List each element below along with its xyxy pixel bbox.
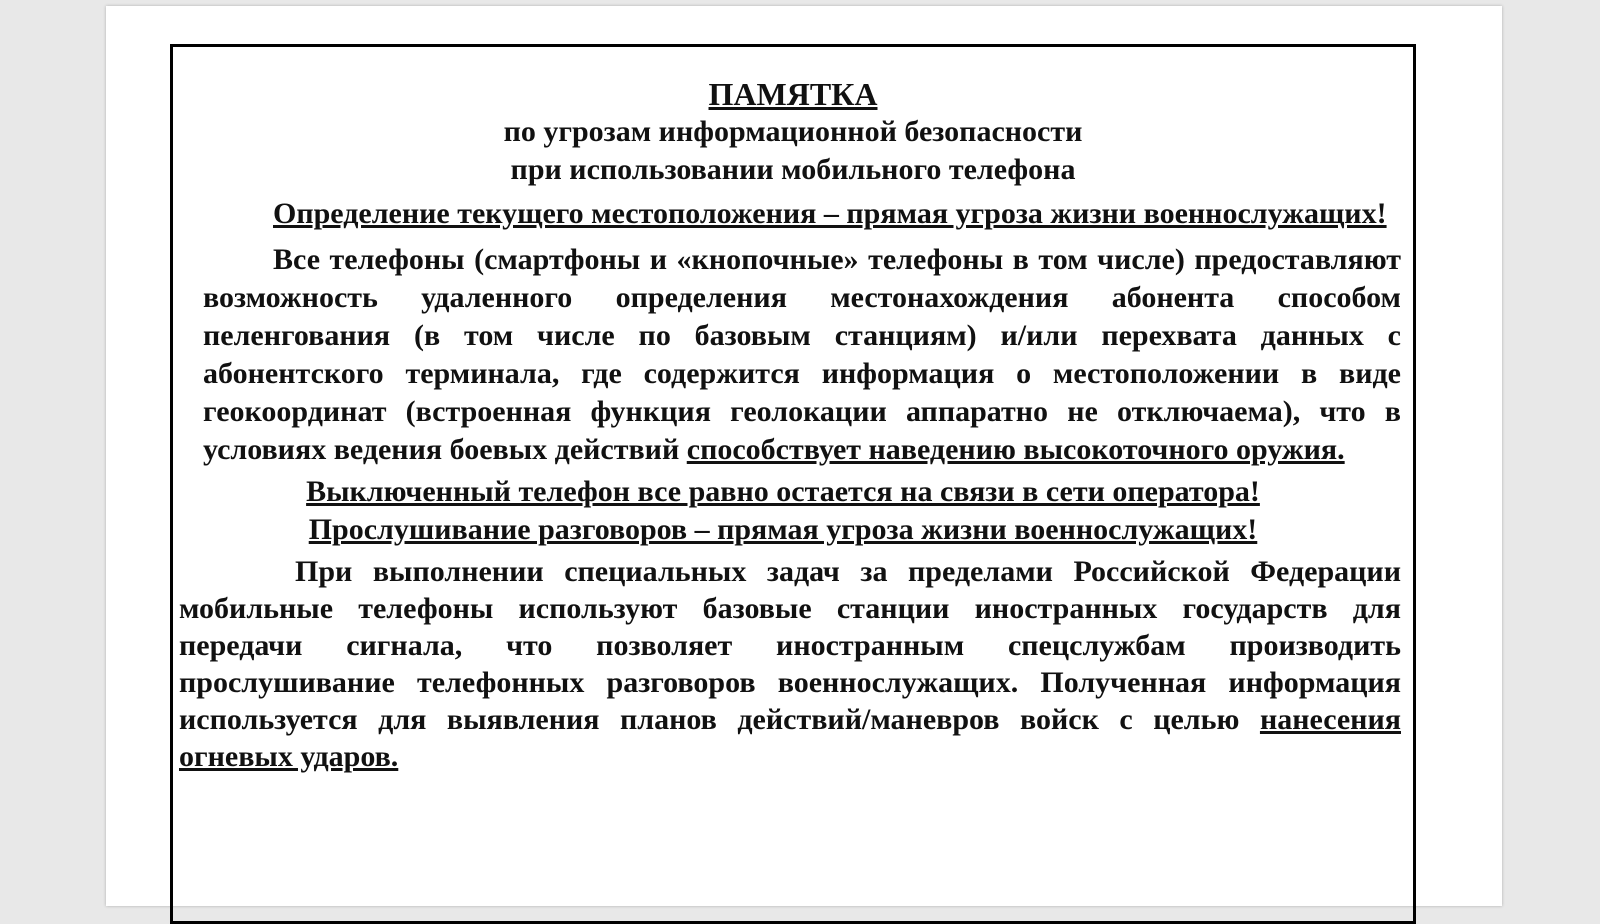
eavesdropping-paragraph [173,553,1413,775]
memo-frame [170,44,1416,924]
document-page [106,6,1502,906]
location-paragraph [173,241,1413,469]
location-paragraph-text: Все телефоны (смартфоны и «кнопочные» телефоны в том числе) предоставляют возможность удаленного определения местонахождения абонента способом пеленгования (в том числе по базовым станциям) и/или перехвата данных с абонентского терминала, где содержится информация о местоположении в виде геокоординат (встроенная функция геолокации аппаратно не отключаема), что в условиях ведения боевых действий [203,243,1401,466]
memo-subtitle-line1: по угрозам информационной безопасности [503,115,1083,148]
location-paragraph-emphasis: способствует наведению высокоточного оружия. [686,433,1345,466]
location-threat-heading [173,195,1413,233]
eavesdropping-paragraph-text: При выполнении специальных задач за пределами Российской Федерации мобильные телефоны используют базовые станции иностранных государств для передачи сигнала, что позволяет иностранным спецслужбам производить прослушивание телефонных разговоров военнослужащих. Полученная информация используется для выявления планов действий/маневров войск с целью [179,555,1401,736]
eavesdropping-threat-heading: Прослушивание разговоров – прямая угроза жизни военнослужащих! [308,513,1258,546]
memo-subtitle-line2: при использовании мобильного телефона [510,153,1076,186]
location-threat-heading-text: Определение текущего местоположения – прямая угроза жизни военнослужащих! [273,197,1387,230]
eavesdropping-paragraph-emphasis: нанесения огневых ударов. [179,703,1401,773]
memo-title: ПАМЯТКА [708,76,878,112]
switched-off-phone-warning: Выключенный телефон все равно остается на связи в сети оператора! [306,475,1260,508]
memo-content [173,47,1413,805]
